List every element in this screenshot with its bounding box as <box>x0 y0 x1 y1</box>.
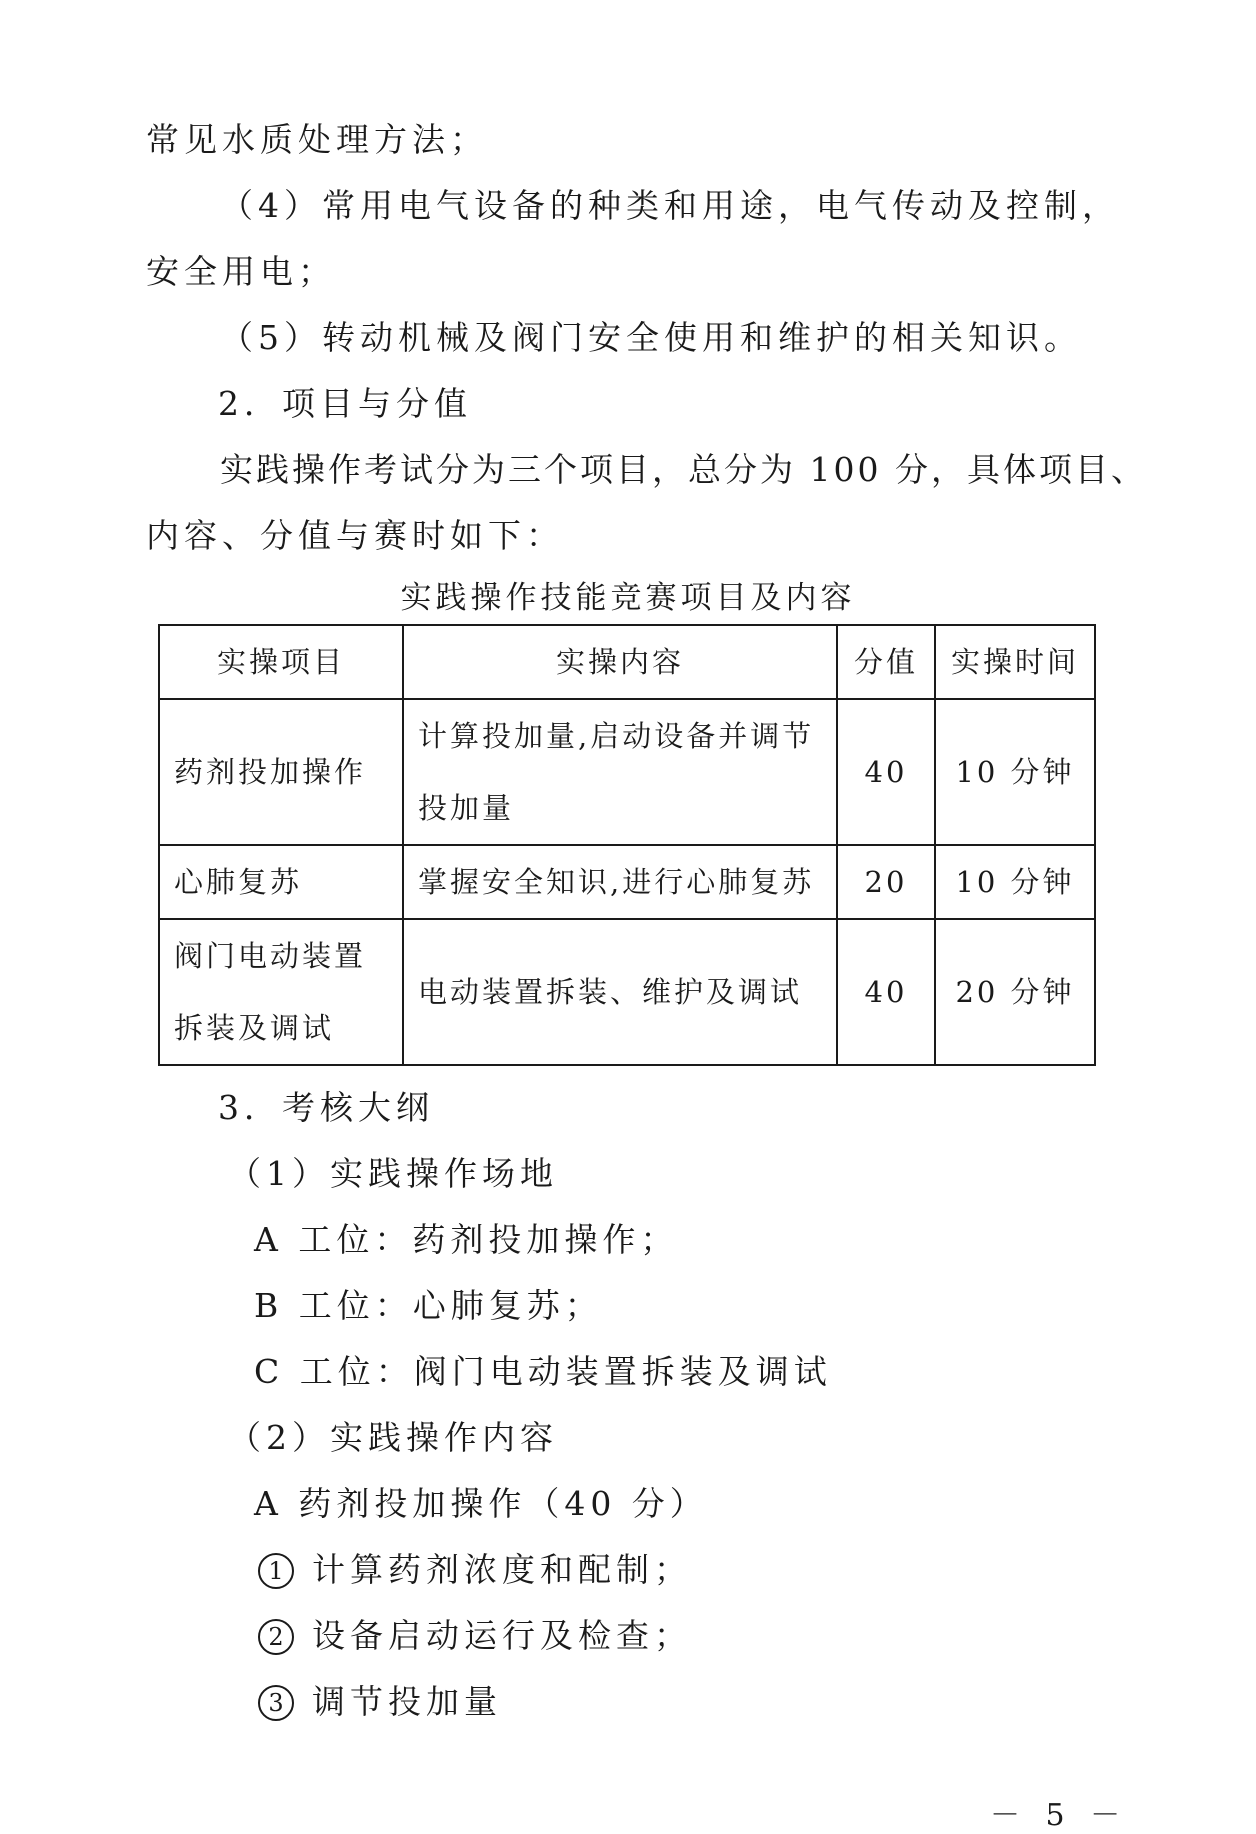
paragraph-line: 常见水质处理方法； <box>146 120 488 159</box>
section-heading: 2．项目与分值 <box>218 384 472 423</box>
page-number: － 5 － <box>990 1798 1129 1833</box>
content-cell <box>403 845 837 919</box>
table-row <box>159 699 1095 845</box>
time-cell: 10 分钟 <box>935 845 1095 919</box>
table-row <box>159 919 1095 1065</box>
circled-number: 1 <box>258 1553 294 1589</box>
circled-number: 3 <box>258 1685 294 1721</box>
content-text: 掌握安全知识,进行心肺复苏 <box>418 865 815 899</box>
score-cell: 40 <box>837 699 935 845</box>
item-text: 药剂投加操作 <box>174 755 367 789</box>
step-text: 设备启动运行及检查； <box>312 1616 692 1655</box>
step-line <box>258 1616 692 1656</box>
header-cell: 实操项目 <box>159 625 403 699</box>
score-cell: 20 <box>837 845 935 919</box>
paragraph-line: 实践操作考试分为三个项目，总分为 100 分，具体项目、 <box>220 450 1147 489</box>
table-row <box>159 845 1095 919</box>
circled-number: 2 <box>258 1619 294 1655</box>
item-text: 拆装及调试 <box>174 1011 335 1045</box>
score-cell: 40 <box>837 919 935 1065</box>
item-cell <box>159 919 403 1065</box>
station-line: A 工位：药剂投加操作； <box>254 1220 679 1259</box>
item-text: 阀门电动装置 <box>174 939 367 973</box>
paragraph-line: （5）转动机械及阀门安全使用和维护的相关知识。 <box>220 318 1082 357</box>
time-cell: 20 分钟 <box>935 919 1095 1065</box>
paragraph-line: （4）常用电气设备的种类和用途，电气传动及控制， <box>220 186 1120 225</box>
step-line <box>258 1550 692 1590</box>
header-cell: 分值 <box>837 625 935 699</box>
step-text: 计算药剂浓度和配制； <box>312 1550 692 1589</box>
step-line <box>258 1682 502 1722</box>
station-line: C 工位：阀门电动装置拆装及调试 <box>254 1352 832 1391</box>
station-title: A 药剂投加操作（40 分） <box>254 1484 708 1523</box>
time-cell: 10 分钟 <box>935 699 1095 845</box>
section-heading: 3．考核大纲 <box>218 1088 434 1127</box>
content-text: 计算投加量,启动设备并调节 <box>418 719 815 753</box>
content-text: 电动装置拆装、维护及调试 <box>418 975 803 1009</box>
table-header-row <box>159 625 1095 699</box>
score-table <box>158 624 1096 1066</box>
content-cell <box>403 919 837 1065</box>
header-cell: 实操内容 <box>403 625 837 699</box>
table-caption: 实践操作技能竞赛项目及内容 <box>400 580 856 616</box>
header-cell: 实操时间 <box>935 625 1095 699</box>
station-line: B 工位：心肺复苏； <box>254 1286 603 1325</box>
paragraph-line: 安全用电； <box>146 252 336 291</box>
item-text: 心肺复苏 <box>174 865 303 899</box>
step-text: 调节投加量 <box>312 1682 502 1721</box>
subsection-heading: （1）实践操作场地 <box>228 1154 558 1193</box>
content-text: 投加量 <box>418 791 515 825</box>
paragraph-line: 内容、分值与赛时如下： <box>146 516 564 555</box>
content-cell <box>403 699 837 845</box>
item-cell <box>159 699 403 845</box>
item-cell <box>159 845 403 919</box>
subsection-heading: （2）实践操作内容 <box>228 1418 558 1457</box>
